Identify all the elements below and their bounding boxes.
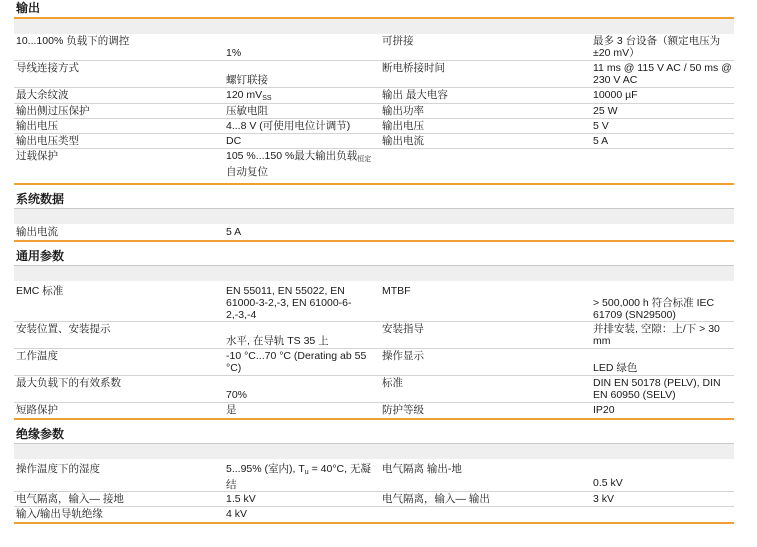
param-value: 105 %...150 %最大输出负载$_{恒定}$ 自动复位 bbox=[226, 150, 372, 178]
datasheet bbox=[14, 0, 734, 524]
param-value: DC bbox=[226, 135, 242, 147]
table-row bbox=[14, 507, 734, 522]
param-label: 10...100% 负载下的调控 bbox=[16, 35, 130, 47]
param-label: 导线连接方式 bbox=[16, 62, 79, 74]
param-label: 操作温度下的湿度 bbox=[16, 463, 100, 475]
section-title-general: 通用参数 bbox=[16, 249, 65, 263]
param-label: 最大负载下的有效系数 bbox=[16, 377, 121, 389]
param-value: > 500,000 h 符合标准 IEC 61709 (SN29500) bbox=[593, 297, 715, 321]
section-title-insulation: 绝缘参数 bbox=[16, 427, 65, 441]
table-row bbox=[14, 281, 734, 322]
table-row bbox=[14, 149, 734, 179]
param-label: 操作显示 bbox=[382, 350, 424, 362]
section-band bbox=[14, 209, 734, 224]
param-label: 可拼接 bbox=[382, 35, 414, 47]
param-label: 输入/输出导轨绝缘 bbox=[16, 508, 103, 520]
param-value: 水平, 在导轨 TS 35 上 bbox=[226, 335, 329, 347]
param-value: 70% bbox=[226, 389, 248, 401]
table-row bbox=[14, 349, 734, 376]
param-value: 1.5 kV bbox=[226, 493, 256, 505]
param-value: 最多 3 台设备（额定电压为 ±20 mV） bbox=[593, 35, 721, 59]
param-label: 输出电压类型 bbox=[16, 135, 79, 147]
table-row bbox=[14, 322, 734, 349]
param-value: 5 V bbox=[593, 120, 609, 132]
table-row bbox=[14, 376, 734, 403]
param-label: 输出电流 bbox=[382, 135, 424, 147]
table-row bbox=[14, 104, 734, 119]
param-value: 压敏电阻 bbox=[226, 105, 268, 117]
param-label: 防护等级 bbox=[382, 404, 424, 416]
table-row bbox=[14, 403, 734, 418]
param-value: 10000 µF bbox=[593, 89, 638, 101]
param-label: 过载保护 bbox=[16, 150, 58, 162]
param-value: 25 W bbox=[593, 105, 618, 117]
param-label: 输出电压 bbox=[16, 120, 58, 132]
param-label: 工作温度 bbox=[16, 350, 58, 362]
table-row bbox=[14, 61, 734, 88]
param-value: 0.5 kV bbox=[593, 477, 623, 489]
table-row bbox=[14, 134, 734, 149]
section-band bbox=[14, 266, 734, 281]
param-value: EN 55011, EN 55022, EN 61000-3-2,-3, EN 61000-6-2,-3,-4 bbox=[226, 285, 352, 321]
section-divider bbox=[14, 522, 734, 524]
param-value: DIN EN 50178 (PELV), DIN EN 60950 (SELV) bbox=[593, 377, 721, 401]
table-row bbox=[14, 224, 734, 240]
param-value: -10 °C...70 °C (Derating ab 55 °C) bbox=[226, 350, 367, 374]
param-value: 11 ms @ 115 V AC / 50 ms @ 230 V AC bbox=[593, 62, 732, 86]
section-title-output: 输出 bbox=[16, 1, 41, 15]
param-label: 输出功率 bbox=[382, 105, 424, 117]
section-title-system-data: 系统数据 bbox=[16, 192, 65, 206]
table-row bbox=[14, 34, 734, 61]
param-label: 输出电流 bbox=[16, 226, 58, 238]
param-label: 电气隔离，输入— 输出 bbox=[382, 493, 490, 505]
section-band bbox=[14, 19, 734, 34]
param-value: 1% bbox=[226, 47, 242, 59]
param-label: 电气隔离 输出-地 bbox=[382, 463, 462, 475]
param-label: 输出侧过压保护 bbox=[16, 105, 90, 117]
param-label: MTBF bbox=[382, 285, 411, 297]
param-label: EMC 标准 bbox=[16, 285, 64, 297]
param-value: IP20 bbox=[593, 404, 615, 416]
param-value: 是 bbox=[226, 404, 237, 416]
param-value: 3 kV bbox=[593, 493, 615, 505]
param-value: 5...95% (室内), $T_u = 40^\circ C$, 无凝结 bbox=[226, 463, 371, 491]
param-value: 5 A bbox=[226, 226, 242, 238]
param-label: 最大余纹波 bbox=[16, 89, 69, 101]
param-label: 安装指导 bbox=[382, 323, 424, 335]
param-label: 标准 bbox=[382, 377, 403, 389]
param-label: 短路保护 bbox=[16, 404, 58, 416]
table-row bbox=[14, 492, 734, 507]
param-label: 断电桥接时间 bbox=[382, 62, 445, 74]
param-value: LED 绿色 bbox=[593, 362, 638, 374]
table-row bbox=[14, 88, 734, 104]
param-label: 安装位置、安装提示 bbox=[16, 323, 111, 335]
param-value: 螺钉联接 bbox=[226, 74, 268, 86]
table-row bbox=[14, 459, 734, 492]
section-band bbox=[14, 444, 734, 459]
param-value: 120 $mV_{SS}$ bbox=[226, 89, 272, 102]
table-row bbox=[14, 119, 734, 134]
param-label: 输出电压 bbox=[382, 120, 424, 132]
param-value: 5 A bbox=[593, 135, 609, 147]
param-value: 并排安装, 空隙：上/下 > 30 mm bbox=[593, 323, 720, 347]
param-value: 4...8 V (可使用电位计调节) bbox=[226, 120, 351, 132]
param-value: 4 kV bbox=[226, 508, 248, 520]
param-label: 电气隔离，输入— 接地 bbox=[16, 493, 124, 505]
param-label: 输出 最大电容 bbox=[382, 89, 448, 101]
